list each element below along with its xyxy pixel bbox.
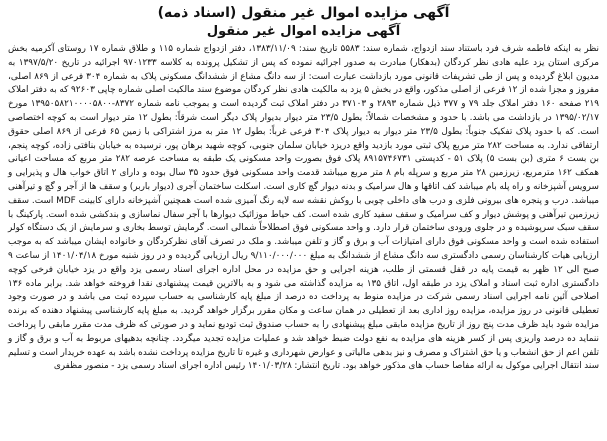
notice-main-title: آگهی مزایده اموال غیر منقول (اسناد ذمه) — [157, 5, 450, 21]
notice-signature: رئیس اداره اجرای اسناد رسمی یزد - منصور مظفری — [53, 361, 246, 372]
notice-sub-title: آگهی مزایده اموال غیر منقول — [206, 24, 401, 39]
notice-body — [8, 43, 599, 374]
notice-body-text: نظر به اینکه فاطمه شرف فرد باستناد سند ازدواج، شماره سند: ۵۵۸۳ تاریخ سند: ۱۳۸۳/۱۱/۰۹، دفتر ازدواج شماره ۱۱۵ و طلاق شماره ۱۷ روستای آکرمیه بخش مرکزی استان یزد علیه هادی نظر کردگان (بدهکار) مبادرت به صدور اجرائیه نموده که پس از تشکیل پرونده به کلاسه ۹۷۰۱۲۳۳ اجرائیه در تاریخ ۱۳۹۷/۵/۲۰ به مدیون ابلاغ گردیده و پس از طی تشریفات قانونی مورد بازداشت عبارت است: از سه دانگ مشاع از ششدانگ مسکونی پلاک به شماره ۳۰۴ فرعی از ۸۶۹ اصلی، مفروز و مجزا شده از ۱۲ فرعی از اصلی مذکور، واقع در بخش ۵ یزد به مالکیت هادی نظر کردگان موضوع سند مالکیت اصلی شماره چاپی ۹۲۶۰۳ که به دفتر املاک ۲۱۹ صفحه ۱۶۰ دفتر املاک جلد ۷۹ و ۳۷۷ ذیل شماره ۲۸۹۳ و ۳۷۱۰۳ در دفتر املاک ثبت گردیده است و بموجب نامه شماره ۸۳۷۲-۱۳۹۵۰۵۸۲۱۰۰۰۰۵۸۰۰ مورخ ۱۳۹۵/۰۲/۱۷ در بازداشت می باشد. با حدود و مشخصات شمالاً: بطول ۲۳/۵ متر دیوار بدیوار پلاک دیگر است شرقاً: بطول ۱۲ متر دیوار است به کوچه اختصاصی است. که با حدود پلاک تفکیک جنوباً: بطول ۲۳/۵ متر دیوار به دیوار پلاک ۳۰۴ فرعی غرباً: بطول ۱۲ متر به مرز اشتراکی با زمین ۶۵ فرعی از ۸۶۹ اصلی حقوق ارتفاقی ندارد. به مساحت ۲۸۲ متر مربع پلاک ثبتی مورد بازدید واقع دریزد خیابان سلمان جنوبی، کوچه شهید برهان پور، نرسیده به خیابان بنافتی زاده، کوچه پنجم، بن بست ۶ متری (بن بست ۵) پلاک ۵۱ - کدپستی ۸۹۱۵۷۴۶۷۳۱ پلاک فوق بصورت واحد مسکونی یک طبقه به مساحت عرصه ۲۸۲ متر مربع که مساحت اعیانی همکف ۱۶۲ مترمربع، زیرزمین ۲۸ متر مربع و سرپله بام ۸ متر مربع میباشد قدمت واحد مسکونی فوق حدود ۳۵ سال بوده و دارای ۲ اتاق خواب هال و پذیرایی و سرویس آشپزخانه و راه پله بام میباشد کف اتاقها و هال سرامیک و بدنه دیوار گچ کاری است. اسکلت ساختمان آجری (دیوار باربر) و سقف ها از آجر و گچ و تیرآهنی میباشد. درب و پنجره های بیرونی فلزی و درب های داخلی چوبی با روکش نقشه سه لایه رنگ آمیزی شده است همچنین آشپزخانه دارای کابینت MDF است. سقف زیرزمین تیرآهنی و پوشش دیوار و کف سرامیک و سقف سفید کاری شده است. کف حیاط موزائیک دیوارها با آجر سفال نماسازی و بندکشی شده است. پارکینگ با سقف سبک سرپوشیده و در جلوی ورودی ساختمان قرار دارد. و واحد مسکونی فوق اصطلاحاً شمالی است. گرمایش توسط بخاری و سرمایش از یک دستگاه کولر استفاده شده است و واحد مسکونی فوق دارای امتیازات آب و برق و گاز و تلفن میباشد. و ملک در تصرف آقای نظرکردگان و خانواده ایشان میباشد که به موجب ارزیابی هیات کارشناسان رسمی دادگستری سه دانگ مشاع از ششدانگ به مبلغ ۹/۱۱۰/۰۰۰/۰۰۰ ریال ارزیابی گردیده و در روز شنبه مورخ ۱۴۰۱/۰۴/۱۸ از ساعت ۹ صبح الی ۱۲ ظهر به قیمت پایه در قفل قسمتی از طلب، هزینه اجرایی و حق مزایده در محل اداره اجرای اسناد رسمی یزد واقع در یزد خیابان فرخی کوچه دادگستری اداره ثبت اسناد و املاک یزد در طبقه اول، اتاق ۱۳۵ به مزایده گذاشته می شود و به بالاترین قیمت پیشنهادی نقدا فروخته خواهد شد. برابر ماده ۱۳۶ اصلاحی آئین نامه اجرایی اسناد رسمی شرکت در مزایده منوط به پرداخت ده درصد از مبلغ پایه کارشناسی به حساب سپرده ثبت می باشد و در صورت وجود تعطیلی قانونی در روز مزایده، مزایده روز اداری بعد از تعطیلی در همان ساعت و مکان مقرر برگزار خواهد گردید. به مبلغ پایه کارشناسی پیشنهاد دهنده که برنده مزایده شود باید ظرف مدت پنج روز از تاریخ مزایده مابقی مبلغ پیشنهادی را به حساب صندوق ثبت تودیع نماید و در صورتی که ظرف مدت مقرر مابقی را پرداخت ننماید ده درصد واریزی پس از کسر هزینه های مزایده به نفع دولت ضبط خواهد شد و عملیات مزایده تجدید میگردد. چنانچه بدهیهای مربوط به آب و برق و گاز و تلفن اعم از حق انشعاب و یا حق اشتراک و مصرف و نیز بدهی مالیاتی و عوارض شهرداری و غیره تا تاریخ مزایده پرداخت نشده باشد به عهده خریدار است و تسلیم سند انتقال اجرایی موکول به ارائه مفاصا حساب های مذکور خواهد بود. تاریخ انتشار: ۱۴۰۱/۰۳/۲۸ — [8, 44, 600, 372]
